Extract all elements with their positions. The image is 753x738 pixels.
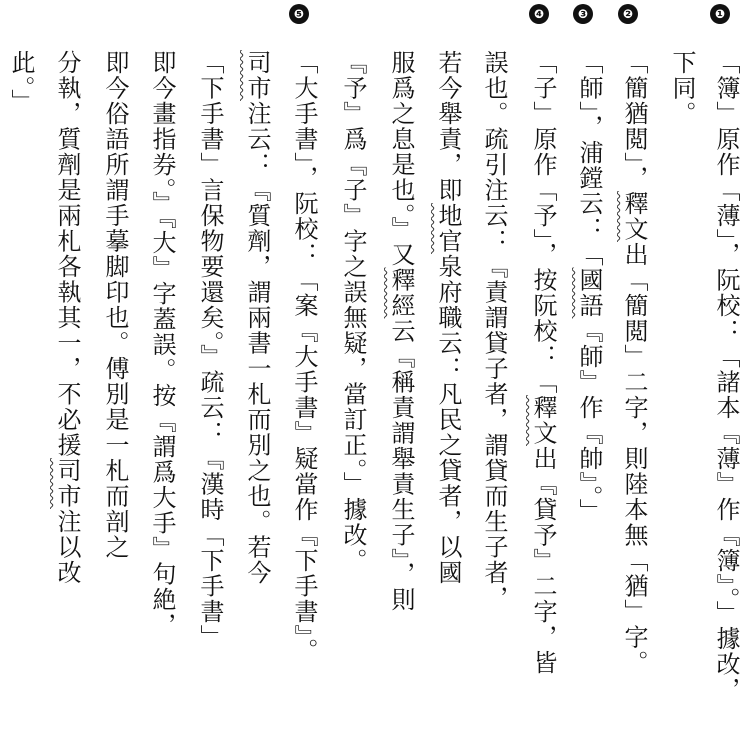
text-segment: 『予』爲『子』字之誤無疑，當訂正。」據改。 [339,50,367,574]
text-segment: 下同。 [668,50,696,127]
note-marker-3: ❸ [573,4,593,24]
text-segment: 服爲之息是也。』又 [387,50,415,268]
book-title-mark: 司市 [53,458,81,509]
text-segment: 分執，質劑是兩札各執其一，不必援 [53,50,81,458]
book-title-mark: 司市 [243,50,271,101]
text-column [665,50,699,738]
text-column [287,50,321,738]
text-segment: 「簿」原作「薄」，阮校：「諸本『薄』作『簿』。」據改， [712,50,740,703]
text-segment: 「大手書」，阮校：「案『大手書』疑當作『下手書』。 [290,50,318,664]
note-marker-1: ❶ [710,4,730,24]
text-column [572,50,606,738]
text-segment: 「子」原作「予」，按阮校：「 [529,50,557,395]
book-title-mark: 地官 [434,203,462,254]
text-column [477,50,511,738]
text-column [4,50,38,738]
text-segment: 誤也。疏引注云：『責謂貸子者，謂貸而生子者， [480,50,508,611]
book-title-mark: 釋文 [620,191,648,242]
book-title-mark: 釋經 [387,267,415,319]
text-column [431,50,465,738]
text-column [193,50,227,738]
text-column [617,50,651,738]
text-segment: 即今畫指券。』『大』字蓋誤。按『謂爲大手』句絶， [148,50,176,638]
book-title-mark: 國語 [575,267,603,319]
text-segment: 泉府職云：凡民之貸者，以國 [434,254,462,586]
text-segment: 云『稱責謂舉責生子』，則 [387,318,415,613]
text-segment: 即今俗語所謂手摹脚印也。傅別是一札而剖之 [101,50,129,560]
text-column [240,50,274,738]
text-column [526,50,560,738]
text-segment: 「下手書」言保物要還矣。』疏云：『漢時「下手書」 [196,50,224,650]
note-marker-2: ❷ [618,4,638,24]
note-marker-5: ❺ [289,4,309,24]
text-segment: 出「簡閲」二字，則陸本無「猶」字。 [620,242,648,676]
text-column [336,50,370,738]
text-column [145,50,179,738]
text-column [98,50,132,738]
text-segment: 「簡猶閲」， [620,50,648,191]
text-segment: 注以改 [53,509,81,586]
text-segment: 『師』作『帥』。」 [575,318,603,524]
text-segment: 此。」 [7,50,35,115]
text-column [384,50,418,738]
text-segment: 出『貸予』二字，皆 [529,446,557,676]
note-marker-4: ❹ [529,4,549,24]
text-segment: 注云：『質劑，謂兩書一札而別之也。若今 [243,101,271,586]
text-segment: 「師」，浦鏜云：「 [575,50,603,268]
book-title-mark: 釋文 [529,395,557,446]
text-segment: 若今舉責，即 [434,50,462,203]
text-column [50,50,84,738]
text-column [709,50,743,738]
